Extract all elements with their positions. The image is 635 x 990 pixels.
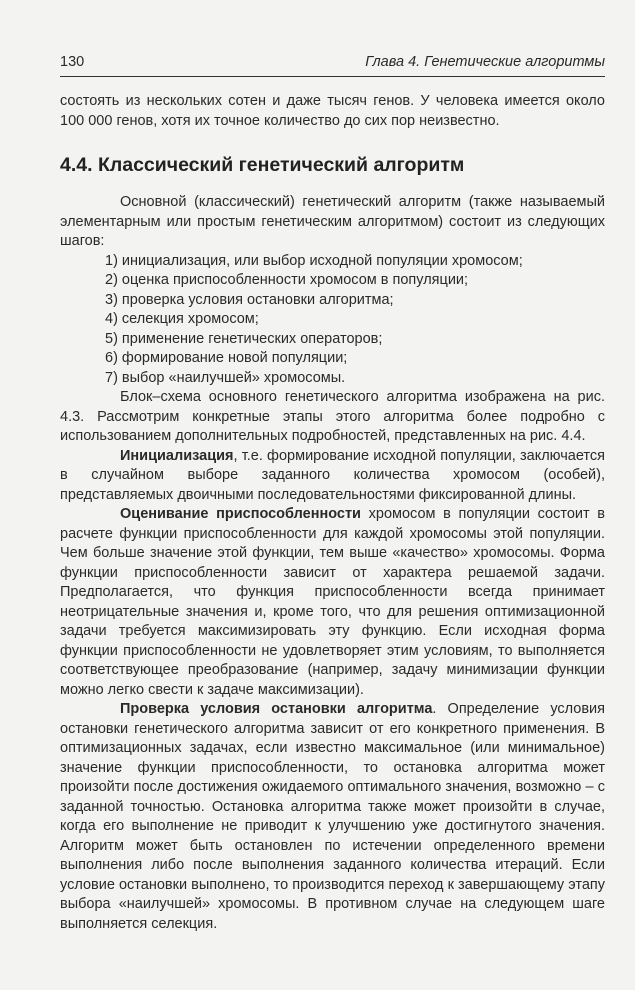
page-header: [60, 52, 605, 77]
section-title: 4.4. Классический генетический алгоритм: [60, 154, 465, 176]
list-item: 5) применение генетических операторов;: [105, 330, 383, 347]
paragraph-text: , т.е. формирование исходной популяции, заключается в случайном выборе заданного количества хромосом (особей), представляемых двоичными последовательностями фиксированной длины.: [60, 447, 605, 503]
intro-paragraph: состоять из нескольких сотен и даже тысяч генов. У человека имеется около 100 000 генов, хотя их точное количество до сих пор неизвестно.: [60, 93, 605, 129]
term-initialization: Инициализация: [120, 447, 234, 464]
paragraph-initialization: [60, 447, 605, 506]
list-item: 1) инициализация, или выбор исходной популяции хромосом;: [105, 252, 523, 269]
term-fitness: Оценивание приспособленности: [120, 506, 361, 522]
paragraph-stop-condition: [60, 700, 605, 934]
list-item: 7) выбор «наилучшей» хромосомы.: [105, 369, 346, 386]
list-item: 6) формирование новой популяции;: [105, 350, 348, 366]
running-title: Глава 4. Генетические алгоритмы: [365, 54, 605, 70]
paragraph-text: . Определение условия остановки генетического алгоритма зависит от его конкретного применения. В оптимизационных задачах, если известно максимальное (или минимальное) значение функции приспособленности, то остановка алгоритма может произойти после достижения ожидаемого оптимального значения, возможно – с заданной точностью. Остановка алгоритма также может произойти в случае, когда его выполнение не приводит к улучшению уже достигнутого значения. Алгоритм может быть остановлен по истечении определенного времени выполнения либо после выполнения заданного количества итераций. Если условие остановки выполнено, то производится переход к завершающему этапу выбора «наилучшей» хромосомы. В противном случае на следующем шаге выполняется селекция.: [60, 701, 606, 932]
list-item: 2) оценка приспособленности хромосом в популяции;: [105, 272, 469, 288]
paragraph-intro-steps: Основной (классический) генетический алгоритм (также называемый элементарным или простым генетическим алгоритмом) состоит из следующих шагов:: [60, 194, 605, 249]
page-number: 130: [60, 54, 85, 70]
paragraph-fitness: [60, 505, 605, 700]
paragraph-text: хромосом в популяции состоит в расчете функции приспособленности для каждой хромосомы этой популяции. Чем больше значение этой функции, тем выше «качество» хромосомы. Форма функции приспособленности зависит от характера решаемой задачи. Предполагается, что функция приспособленности всегда принимает неотрицательные значения и, кроме того, что для решения оптимизационной задачи требуется максимизировать эту функцию. Если исходная форма функции приспособленности не удовлетворяет этим условиям, то выполняется соответствующее преобразование (например, задачу минимизации функции можно легко свести к задаче максимизации).: [60, 506, 605, 698]
term-stop-condition: Проверка условия остановки алгоритма: [120, 701, 433, 717]
page-body: [60, 92, 605, 934]
paragraph-flowchart: Блок–схема основного генетического алгоритма изображена на рис. 4.3. Рассмотрим конкретные этапы этого алгоритма более подробно с использованием дополнительных подробностей, представленных на рис. 4.4.: [60, 389, 605, 444]
list-item: 4) селекция хромосом;: [105, 311, 259, 327]
list-item: 3) проверка условия остановки алгоритма;: [105, 291, 394, 308]
algorithm-steps-list: [60, 252, 605, 389]
